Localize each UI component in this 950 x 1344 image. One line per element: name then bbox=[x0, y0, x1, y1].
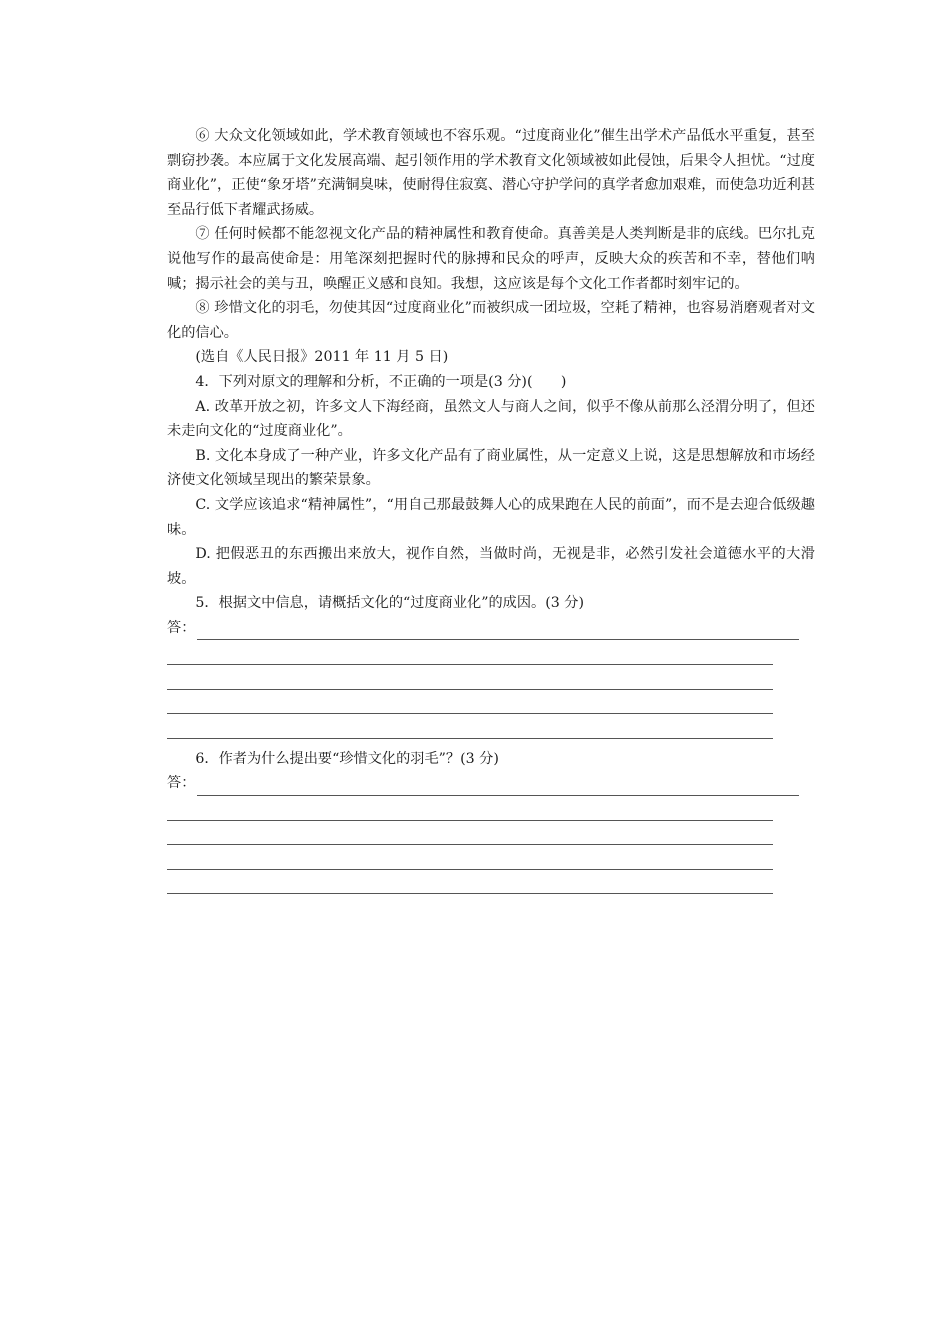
question-4-stem: 4．下列对原文的理解和分析，不正确的一项是(3 分)( ) bbox=[195, 373, 567, 390]
paragraph-6: ⑥ 大众文化领域如此，学术教育领域也不容乐观。“过度商业化”催生出学术产品低水平重复，甚至剽窃抄袭。本应属于文化发展高端、起引领作用的学术教育文化领域被如此侵蚀，后果令人担忧。“过度商业化”，正使“象牙塔”充满铜臭味，使耐得住寂寞、潜心守护学问的真学者愈加艰难，而使急功近利甚至品行低下者耀武扬威。 bbox=[167, 128, 815, 218]
option-a: A. 改革开放之初，许多文人下海经商，虽然文人与商人之间，似乎不像从前那么泾渭分明了，但还未走向文化的“过度商业化”。 bbox=[167, 398, 815, 440]
answer-6-line[interactable] bbox=[167, 796, 773, 821]
option-b: B. 文化本身成了一种产业，许多文化产品有了商业属性，从一定意义上说，这是思想解放和市场经济使文化领域呈现出的繁荣景象。 bbox=[167, 447, 815, 489]
answer-5-line[interactable] bbox=[167, 690, 773, 715]
answer-6-line[interactable] bbox=[167, 845, 773, 870]
source-citation: (选自《人民日报》2011 年 11 月 5 日) bbox=[195, 349, 449, 366]
answer-5-line[interactable] bbox=[167, 640, 773, 665]
question-6-stem: 6．作者为什么提出要“珍惜文化的羽毛”？(3 分) bbox=[195, 750, 499, 767]
answer-5-line[interactable] bbox=[167, 714, 773, 739]
paragraph-8: ⑧ 珍惜文化的羽毛，勿使其因“过度商业化”而被织成一团垃圾，空耗了精神，也容易消磨观者对文化的信心。 bbox=[167, 300, 815, 341]
answer-6-line[interactable] bbox=[167, 870, 773, 895]
document-body bbox=[167, 124, 815, 894]
answer-5-line[interactable] bbox=[167, 665, 773, 690]
answer-6-label: 答： bbox=[167, 775, 196, 792]
answer-5-label: 答： bbox=[167, 619, 196, 636]
answer-6-line[interactable] bbox=[167, 821, 773, 846]
paragraph-7: ⑦ 任何时候都不能忽视文化产品的精神属性和教育使命。真善美是人类判断是非的底线。巴尔扎克说他写作的最高使命是：用笔深刻把握时代的脉搏和民众的呼声，反映大众的疾苦和不幸，替他们呐喊；揭示社会的美与丑，唤醒正义感和良知。我想，这应该是每个文化工作者都时刻牢记的。 bbox=[167, 226, 815, 292]
answer-5-blank[interactable] bbox=[197, 627, 799, 640]
option-d: D. 把假恶丑的东西搬出来放大，视作自然，当做时尚，无视是非，必然引发社会道德水平的大滑坡。 bbox=[167, 546, 815, 587]
question-5-stem: 5．根据文中信息，请概括文化的“过度商业化”的成因。(3 分) bbox=[195, 595, 585, 612]
answer-6-blank[interactable] bbox=[197, 783, 799, 796]
answer-5-first-line[interactable] bbox=[167, 616, 815, 641]
answer-6-first-line[interactable] bbox=[167, 771, 815, 796]
option-c: C. 文学应该追求“精神属性”，“用自己那最鼓舞人心的成果跑在人民的前面”，而不是去迎合低级趣味。 bbox=[167, 496, 815, 538]
